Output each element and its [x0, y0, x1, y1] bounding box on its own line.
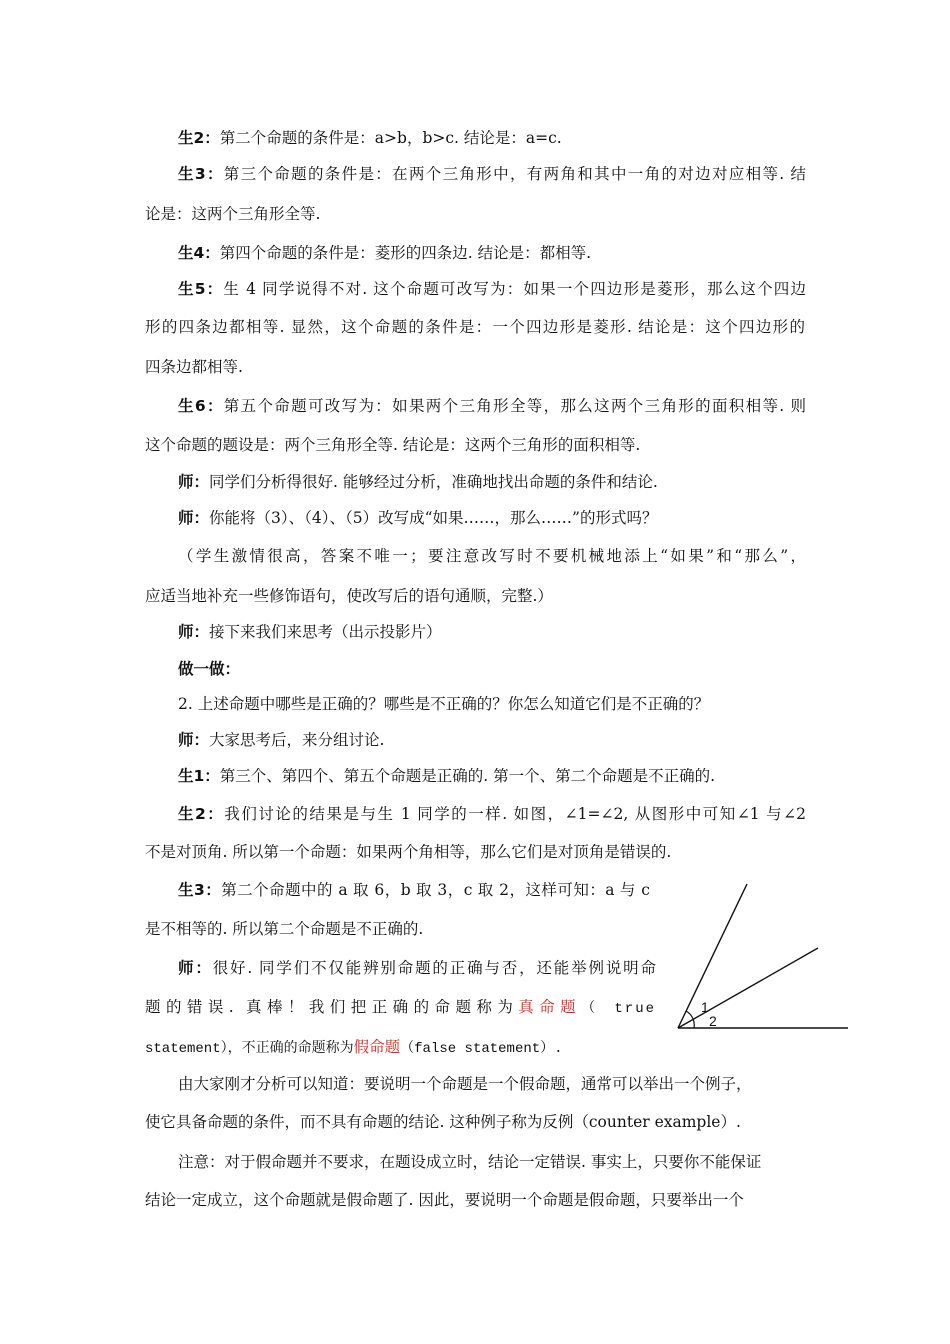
- para-line: 2. 上述命题中哪些是正确的？哪些是不正确的？你怎么知道它们是不正确的？: [178, 695, 710, 713]
- para-line: 生4：第四个命题的条件是：菱形的四条边. 结论是：都相等.: [178, 244, 592, 262]
- para-line: 师：你能将（3）、（4）、（5）改写成“如果……，那么……”的形式吗？: [178, 509, 658, 527]
- para-line: 师：同学们分析得很好. 能够经过分析，准确地找出命题的条件和结论.: [178, 473, 658, 491]
- para-line: 应适当地补充一些修饰语句，使改写后的语句通顺，完整.）: [145, 587, 553, 605]
- para-line: 不是对顶角. 所以第一个命题：如果两个角相等，那么它们是对顶角是错误的.: [145, 843, 672, 861]
- para-line: 生1：第三个、第四个、第五个命题是正确的. 第一个、第二个命题是不正确的.: [178, 767, 716, 785]
- para-line: 四条边都相等.: [145, 358, 243, 376]
- false-statement-term: 假命题: [353, 1038, 401, 1056]
- angle-label-1: 1: [701, 999, 709, 1015]
- para-line: 师：大家思考后，来分组讨论.: [178, 731, 385, 749]
- para-line: 生3：第二个命题中的 a 取 6，b 取 3，c 取 2，这样可知：a 与 c: [178, 881, 650, 899]
- true-statement-term: 真命题: [518, 998, 582, 1016]
- angle-label-2: 2: [709, 1013, 717, 1029]
- para-line: 题的错误. 真棒！我们把正确的命题称为真命题（ true: [145, 998, 656, 1017]
- para-line: 这个命题的题设是：两个三角形全等. 结论是：这两个三角形的面积相等.: [145, 436, 641, 454]
- para-line: 形的四条边都相等. 显然，这个命题的条件是：一个四边形是菱形. 结论是：这个四边形的: [145, 318, 805, 336]
- para-line: 生2：我们讨论的结果是与生 1 同学的一样. 如图，∠1=∠2, 从图形中可知∠1 与∠2: [178, 805, 806, 823]
- para-line: 生5：生 4 同学说得不对. 这个命题可改写为：如果一个四边形是菱形，那么这个四边: [178, 280, 806, 298]
- para-line: 结论一定成立，这个命题就是假命题了. 因此，要说明一个命题是假命题，只要举出一个: [145, 1191, 744, 1209]
- para-line: 生2：第二个命题的条件是：a>b，b>c. 结论是：a=c.: [178, 129, 562, 147]
- para-line: 师：接下来我们来思考（出示投影片）: [178, 623, 442, 641]
- para-line: 注意：对于假命题并不要求，在题设成立时，结论一定错误. 事实上，只要你不能保证: [178, 1153, 762, 1171]
- para-line: 由大家刚才分析可以知道：要说明一个命题是一个假命题，通常可以举出一个例子，: [178, 1075, 752, 1093]
- para-line: 使它具备命题的条件，而不具有命题的结论. 这种例子称为反例（counter example）.: [145, 1113, 741, 1131]
- para-line: 论是：这两个三角形全等.: [145, 205, 321, 223]
- angle-figure: [672, 880, 850, 1040]
- para-line: 生6：第五个命题可改写为：如果两个三角形全等，那么这两个三角形的面积相等. 则: [178, 397, 806, 415]
- para-line: statement），不正确的命题称为假命题（false statement）.: [145, 1038, 563, 1057]
- para-line: （学生激情很高，答案不唯一；要注意改写时不要机械地添上“如果”和“那么”，: [178, 547, 806, 565]
- para-line: 师：很好. 同学们不仅能辨别命题的正确与否，还能举例说明命: [178, 959, 656, 977]
- para-line: 做一做：: [178, 660, 241, 678]
- para-line: 生3：第三个命题的条件是：在两个三角形中，有两角和其中一角的对边对应相等. 结: [178, 165, 806, 183]
- para-line: 是不相等的. 所以第二个命题是不正确的.: [145, 920, 424, 938]
